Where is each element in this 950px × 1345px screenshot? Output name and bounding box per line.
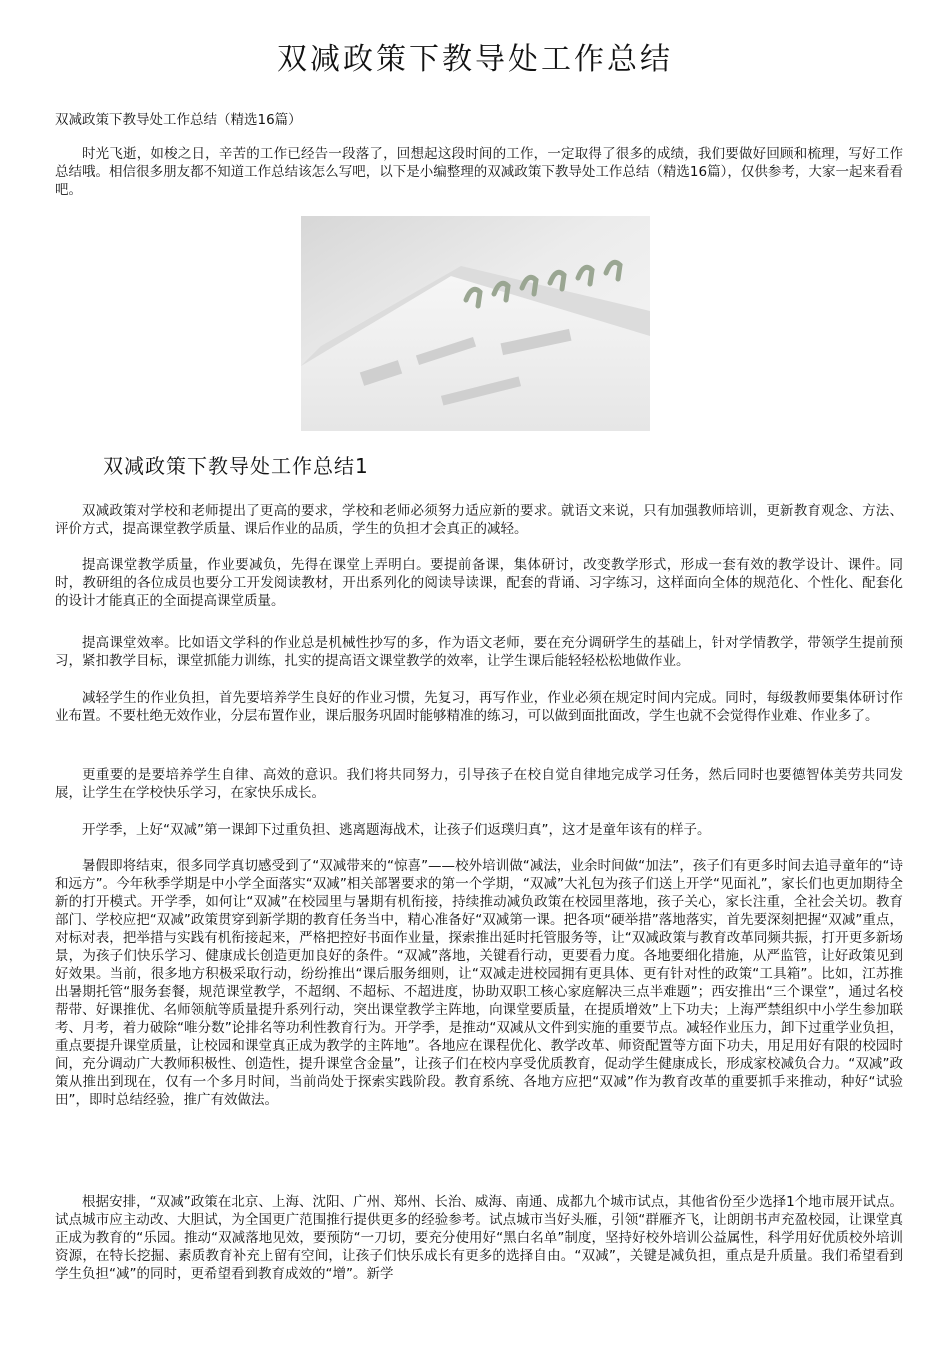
section-heading: 双减政策下教导处工作总结1 [103, 454, 369, 478]
body-paragraph-8: 根据安排，“双减”政策在北京、上海、沈阳、广州、郑州、长治、威海、南通、成都九个城市试点，其他省份至少选择1个地市展开试点。试点城市应主动改、大胆试，为全国更广范围推行提供更多的经验参考。试点城市当好头雁，引领“群雁齐飞，让朗朗书声充盈校园，让课堂真正成为教育的“乐园。推动“双减落地见效，要预防“一刀切，要充分使用好“黑白名单”制度，坚持好校外培训公益属性，科学用好优质校外培训资源，在特长挖掘、素质教育补充上留有空间，让孩子们快乐成长有更多的选择自由。“双减”，关键是减负担，重点是升质量。我们希望看到学生负担“减”的同时，更希望看到教育成效的“增”。新学 [55, 1194, 903, 1282]
body-paragraph-5: 更重要的是要培养学生自律、高效的意识。我们将共同努力，引导孩子在校自觉自律地完成学习任务，然后同时也要德智体美劳共同发展，让学生在学校快乐学习，在家快乐成长。 [55, 767, 903, 801]
body-paragraph-1: 双减政策对学校和老师提出了更高的要求，学校和老师必须努力适应新的要求。就语文来说，只有加强教师培训，更新教育观念、方法、评价方式，提高课堂教学质量、课后作业的品质，学生的负担才会真正的减轻。 [55, 503, 903, 537]
document-title: 双减政策下教导处工作总结 [277, 42, 673, 77]
body-paragraph-7: 暑假即将结束，很多同学真切感受到了“双减带来的“惊喜”——校外培训做“减法，业余时间做“加法”，孩子们有更多时间去追寻童年的“诗和远方”。今年秋季学期是中小学全面落实“双减”相关部署要求的第一个学期，“双减”大礼包为孩子们送上开学“见面礼”，家长们也更加期待全新的打开模式。开学季，如何让“双减”在校园里与暑期有机衔接，持续推动减负政策在校园里落地，孩子关心，家长注重，全社会关切。教育部门、学校应把“双减”政策贯穿到新学期的教育任务当中，精心准备好“双减第一课。把各项“硬举措”落地落实，首先要深刻把握“双减”重点，对标对表，把举措与实践有机衔接起来，严格把控好书面作业量，探索推出延时托管服务等，让“双减政策与教育改革同频共振，打开更多新场景，为孩子们快乐学习、健康成长创造更加良好的条件。“双减”落地，关键看行动，更要看力度。各地要细化措施，从严监管，让好政策见到好效果。当前，很多地方积极采取行动，纷纷推出“课后服务细则，让“双减走进校园拥有更具体、更有针对性的政策“工具箱”。比如，江苏推出暑期托管“服务套餐，规范课堂教学，不超纲、不超标、不超进度，协助双职工核心家庭解决三点半难题”；西安推出“三个课堂”，通过名校帮带、好课推优、名师领航等质量提升系列行动，突出课堂教学主阵地，向课堂要质量，在提质增效”上下功夫；上海严禁组织中小学生参加联考、月考，着力破除“唯分数”论排名等功利性教育行为。开学季，是推动“双减从文件到实施的重要节点。减轻作业压力，卸下过重学业负担，重点要提升课堂质量，让校园和课堂真正成为教学的主阵地”。各地应在课程优化、教学改革、师资配置等方面下功夫，用足用好有限的校园时间，充分调动广大教师积极性、创造性，提升课堂含金量”，让孩子们在校内享受优质教育，促动学生健康成长，形成家校减负合力。“双减”政策从推出到现在，仅有一个多月时间，当前尚处于探索实践阶段。教育系统、各地方应把“双减”作为教育改革的重要抓手来推动，种好“试验田”，即时总结经验，推广有效做法。 [55, 858, 903, 1108]
body-paragraph-6: 开学季，上好“双减”第一课卸下过重负担、逃离题海战术，让孩子们返璞归真”，这才是童年该有的样子。 [82, 822, 711, 838]
body-paragraph-2: 提高课堂教学质量，作业要减负，先得在课堂上弄明白。要提前备课，集体研讨，改变教学形式，形成一套有效的教学设计、课件。同时，教研组的各位成员也要分工开发阅读教材，开出系列化的阅读导读课，配套的背诵、习字练习，这样面向全体的规范化、个性化、配套化的设计才能真正的全面提高课堂质量。 [55, 557, 903, 609]
document-subtitle: 双减政策下教导处工作总结（精选16篇） [55, 112, 302, 128]
body-paragraph-3: 提高课堂效率。比如语文学科的作业总是机械性抄写的多，作为语文老师，要在充分调研学生的基础上，针对学情教学，带领学生提前预习，紧扣教学目标，课堂抓能力训练，扎实的提高语文课堂教学的效率，让学生课后能轻轻松松地做作业。 [55, 635, 903, 669]
intro-paragraph: 时光飞逝，如梭之日，辛苦的工作已经告一段落了，回想起这段时间的工作，一定取得了很多的成绩，我们要做好回顾和梳理，写好工作总结哦。相信很多朋友都不知道工作总结该怎么写吧，以下是小编整理的双减政策下教导处工作总结（精选16篇），仅供参考，大家一起来看看吧。 [55, 146, 903, 198]
body-paragraph-4: 减轻学生的作业负担，首先要培养学生良好的作业习惯，先复习，再写作业，作业必须在规定时间内完成。同时，每级教师要集体研讨作业布置。不要杜绝无效作业，分层布置作业，课后服务巩固时能够精准的练习，可以做到面批面改，学生也就不会觉得作业难、作业多了。 [55, 690, 903, 724]
notebook-illustration [301, 216, 650, 431]
notebook-photo [301, 216, 650, 431]
